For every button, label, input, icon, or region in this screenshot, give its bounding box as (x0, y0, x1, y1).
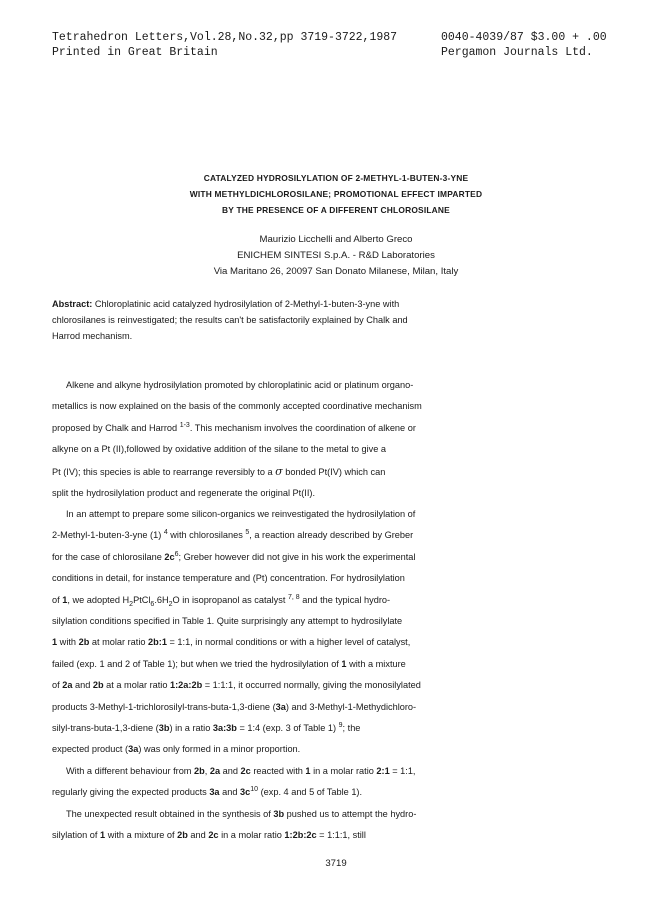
reference-marker: 4 (163, 529, 168, 537)
journal-citation (52, 30, 397, 60)
paragraph-2 (52, 504, 622, 761)
paragraph-1 (52, 375, 622, 504)
abstract-text: Harrod mechanism. (52, 331, 133, 341)
body-line: products 3-Methyl-1-trichlorosilyl-trans-buta-1,3-diene (3a) and 3-Methyl-1-Methydichloro- (52, 701, 417, 712)
body-line: Pt (IV); this species is able to rearrange reversibly to a σ bonded Pt(IV) which can (52, 464, 386, 478)
sigma-symbol: σ (275, 464, 283, 478)
body-line: conditions in detail, for instance temperature and (Pt) concentration. For hydrosilylation (52, 573, 405, 584)
author-affiliation: ENICHEM SINTESI S.p.A. - R&D Laboratories (237, 250, 435, 261)
reference-marker: 1-3 (179, 421, 190, 429)
reference-marker: 10 (250, 786, 259, 794)
paragraph-4 (52, 804, 622, 847)
abstract-text: Chloroplatinic acid catalyzed hydrosilylation of 2-Methyl-1-buten-3-yne with (92, 299, 400, 309)
body-line: 2-Methyl-1-buten-3-yne (1) $^4$ with chlorosilanes $^5$, a reaction already described by Greber (52, 529, 414, 541)
paragraph-3 (52, 761, 622, 804)
body-line: for the case of chlorosilane $2c^6$; Greber however did not give in his work the experimental (52, 550, 416, 562)
body-line: silylation conditions specified in Table 1. Quite surprisingly any attempt to hydrosilylate (52, 616, 403, 627)
reference-marker: 5 (245, 529, 250, 537)
author-address: Via Maritano 26, 20097 San Donato Milanese, Milan, Italy (213, 266, 459, 277)
reference-marker: 6 (174, 550, 179, 558)
body-line: 1 with 2b at molar ratio 2b:1 = 1:1, in normal conditions or with a higher level of catalyst, (52, 637, 411, 648)
body-line: The unexpected result obtained in the synthesis of 3b pushed us to attempt the hydro- (66, 809, 417, 819)
body-line: alkyne on a Pt (II),followed by oxidative addition of the silane to the metal to give a (52, 444, 387, 455)
body-line: failed (exp. 1 and 2 of Table 1); but when we tried the hydrosilylation of 1 with a mixture (52, 658, 406, 669)
author-names: Maurizio Licchelli and Alberto Greco (259, 234, 413, 245)
abstract-text: chlorosilanes is reinvestigated; the results can't be satisfactorily explained by Chalk and (52, 315, 408, 325)
printed-in-line: Printed in Great Britain (52, 46, 218, 59)
body-line: proposed by Chalk and Harrod $^{1-3}$. This mechanism involves the coordination of alkene or (52, 421, 416, 433)
body-line: silyl-trans-buta-1,3-diene (3b) in a ratio 3a:3b = 1:4 (exp. 3 of Table 1) $^9$; the (52, 722, 361, 734)
body-line: Alkene and alkyne hydrosilylation promoted by chloroplatinic acid or platinum organo- (66, 380, 414, 390)
page-number: 3719 (325, 858, 347, 869)
body-line: regularly giving the expected products 3a and $3c^{10}$ (exp. 4 and 5 of Table 1). (52, 786, 363, 798)
author-block (0, 232, 672, 280)
body-line: metallics is now explained on the basis of the commonly accepted coordinative mechanism (52, 401, 422, 412)
reference-marker: 7, 8 (287, 593, 300, 601)
body-line: of 2a and 2b at a molar ratio 1:2a:2b = 1:1:1, it occurred normally, giving the monosilylated (52, 680, 421, 691)
title-line: WITH METHYLDICHLOROSILANE; PROMOTIONAL EFFECT IMPARTED (189, 189, 483, 199)
abstract-label: Abstract: (52, 299, 93, 309)
body-line: expected product (3a) was only formed in a minor proportion. (52, 744, 301, 755)
abstract (52, 296, 622, 344)
reference-marker: 9 (338, 722, 343, 729)
body-line: split the hydrosilylation product and regenerate the original Pt(II). (52, 488, 316, 499)
body-line: silylation of 1 with a mixture of 2b and 2c in a molar ratio 1:2b:2c = 1:1:1, still (52, 830, 366, 841)
body-line: In an attempt to prepare some silicon-organics we reinvestigated the hydrosilylation of (66, 509, 416, 519)
issn-price-line: 0040-4039/87 $3.00 + .00 (441, 31, 607, 44)
body-line: of 1, we adopted $H_2PtCl_6.6H_2O$ in isopropanol as catalyst $^{7, 8}$ and the typical hydro- (52, 593, 391, 608)
publisher-info (441, 30, 607, 60)
publisher-line: Pergamon Journals Ltd. (441, 46, 593, 59)
title-line: BY THE PRESENCE OF A DIFFERENT CHLOROSILANE (222, 205, 450, 215)
paper-title (0, 170, 672, 218)
body-line: With a different behaviour from 2b, 2a and 2c reacted with 1 in a molar ratio 2:1 = 1:1, (66, 766, 416, 776)
citation-line: Tetrahedron Letters,Vol.28,No.32,pp 3719-3722,1987 (52, 31, 398, 44)
title-line: CATALYZED HYDROSILYLATION OF 2-METHYL-1-BUTEN-3-YNE (203, 173, 469, 183)
